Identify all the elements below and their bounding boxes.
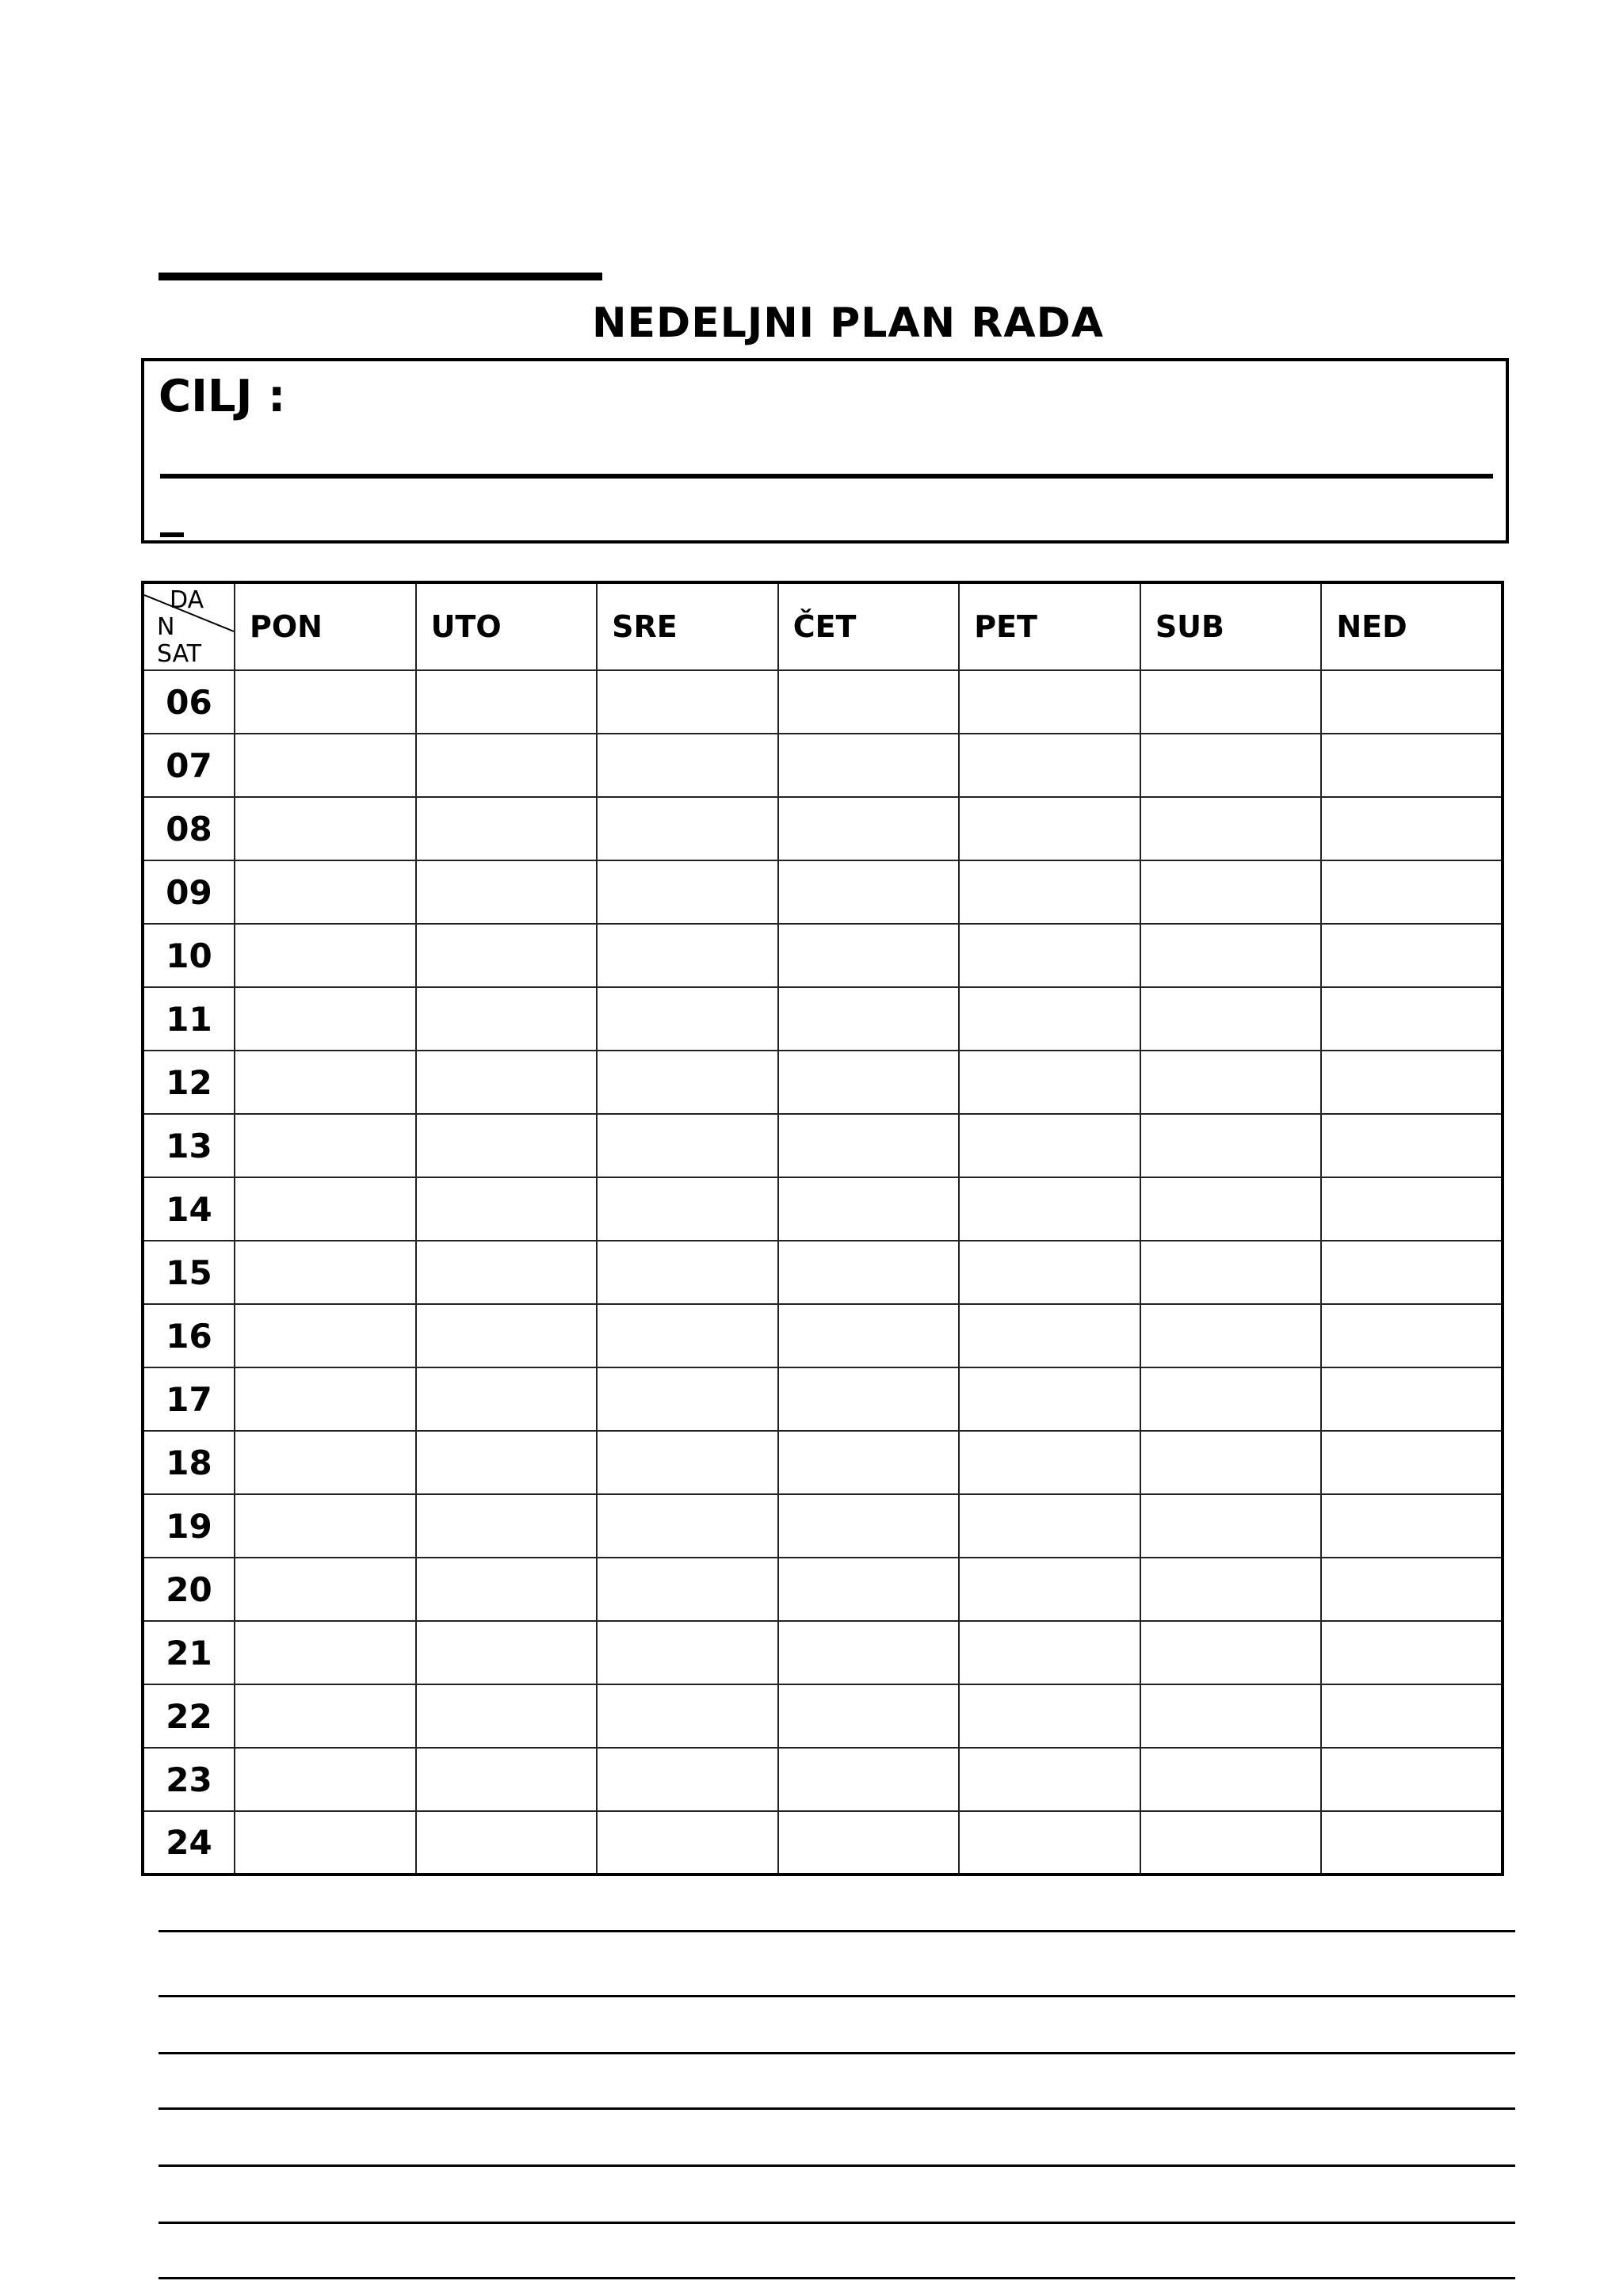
plan-cell[interactable]: [1140, 1367, 1322, 1431]
plan-cell[interactable]: [959, 1114, 1140, 1177]
plan-cell[interactable]: [416, 1748, 598, 1811]
plan-cell[interactable]: [1321, 1621, 1503, 1684]
note-line[interactable]: [158, 2107, 1515, 2110]
table-row: [143, 1114, 1503, 1177]
corner-label-day-end: N: [157, 613, 175, 641]
table-row: [143, 1367, 1503, 1431]
plan-cell[interactable]: [778, 1684, 960, 1748]
name-blank-line: [158, 273, 602, 280]
corner-label-hour: SAT: [157, 640, 202, 668]
day-header-4: PET: [959, 582, 1140, 670]
table-row: [143, 1051, 1503, 1114]
plan-cell[interactable]: [597, 797, 778, 860]
plan-cell[interactable]: [1321, 1241, 1503, 1304]
plan-cell[interactable]: [1140, 1177, 1322, 1241]
plan-cell[interactable]: [235, 1621, 416, 1684]
table-row: [143, 670, 1503, 734]
plan-cell[interactable]: [235, 1811, 416, 1875]
table-row: [143, 860, 1503, 924]
plan-cell[interactable]: [597, 1114, 778, 1177]
plan-cell[interactable]: [597, 1051, 778, 1114]
plan-cell[interactable]: [778, 734, 960, 797]
plan-cell[interactable]: [778, 1431, 960, 1494]
plan-cell[interactable]: [1321, 1748, 1503, 1811]
plan-cell[interactable]: [235, 987, 416, 1051]
plan-cell[interactable]: [416, 1367, 598, 1431]
table-row: [143, 1177, 1503, 1241]
table-row: [143, 1431, 1503, 1494]
plan-cell[interactable]: [416, 1621, 598, 1684]
plan-cell[interactable]: [1321, 1684, 1503, 1748]
plan-cell[interactable]: [597, 924, 778, 987]
day-header-6: NED: [1321, 582, 1503, 670]
plan-cell[interactable]: [959, 987, 1140, 1051]
plan-cell[interactable]: [1140, 1114, 1322, 1177]
plan-cell[interactable]: [416, 1177, 598, 1241]
hour-label: 22: [143, 1684, 235, 1748]
plan-cell[interactable]: [1140, 797, 1322, 860]
plan-cell[interactable]: [778, 1558, 960, 1621]
plan-cell[interactable]: [778, 670, 960, 734]
hour-label: 18: [143, 1431, 235, 1494]
plan-cell[interactable]: [778, 1241, 960, 1304]
plan-cell[interactable]: [959, 1621, 1140, 1684]
corner-label-day: DA: [170, 586, 204, 614]
plan-cell[interactable]: [597, 860, 778, 924]
plan-cell[interactable]: [235, 924, 416, 987]
plan-cell[interactable]: [235, 1051, 416, 1114]
plan-cell[interactable]: [1321, 1811, 1503, 1875]
plan-cell[interactable]: [235, 1304, 416, 1367]
plan-cell[interactable]: [597, 1494, 778, 1558]
plan-cell[interactable]: [597, 1811, 778, 1875]
plan-cell[interactable]: [597, 1621, 778, 1684]
hour-label: 13: [143, 1114, 235, 1177]
plan-cell[interactable]: [778, 1304, 960, 1367]
corner-cell: [143, 582, 235, 670]
plan-cell[interactable]: [235, 860, 416, 924]
plan-cell[interactable]: [597, 1748, 778, 1811]
plan-cell[interactable]: [1321, 1051, 1503, 1114]
plan-cell[interactable]: [778, 924, 960, 987]
table-row: [143, 797, 1503, 860]
table-row: [143, 987, 1503, 1051]
plan-cell[interactable]: [416, 797, 598, 860]
plan-cell[interactable]: [1140, 1558, 1322, 1621]
day-header-1: UTO: [416, 582, 598, 670]
plan-cell[interactable]: [959, 1431, 1140, 1494]
plan-cell[interactable]: [235, 1114, 416, 1177]
plan-cell[interactable]: [597, 1431, 778, 1494]
plan-cell[interactable]: [959, 734, 1140, 797]
plan-cell[interactable]: [1321, 1431, 1503, 1494]
table-row: [143, 1621, 1503, 1684]
plan-cell[interactable]: [597, 1684, 778, 1748]
plan-cell[interactable]: [959, 1494, 1140, 1558]
plan-cell[interactable]: [416, 1811, 598, 1875]
plan-cell[interactable]: [597, 1304, 778, 1367]
plan-cell[interactable]: [416, 1241, 598, 1304]
plan-cell[interactable]: [959, 1811, 1140, 1875]
plan-cell[interactable]: [778, 797, 960, 860]
plan-cell[interactable]: [1321, 670, 1503, 734]
plan-cell[interactable]: [235, 670, 416, 734]
plan-cell[interactable]: [1321, 1114, 1503, 1177]
note-line[interactable]: [158, 1995, 1515, 1997]
hour-label: 16: [143, 1304, 235, 1367]
goal-box: [141, 358, 1509, 543]
header-row: [143, 582, 1503, 670]
plan-cell[interactable]: [1321, 1494, 1503, 1558]
hour-label: 06: [143, 670, 235, 734]
table-row: [143, 1811, 1503, 1875]
table-row: [143, 1241, 1503, 1304]
plan-cell[interactable]: [235, 1684, 416, 1748]
plan-cell[interactable]: [416, 1304, 598, 1367]
plan-cell[interactable]: [1321, 987, 1503, 1051]
day-header-0: PON: [235, 582, 416, 670]
plan-cell[interactable]: [778, 1811, 960, 1875]
goal-label: CILJ :: [158, 371, 286, 422]
plan-cell[interactable]: [959, 1748, 1140, 1811]
plan-cell[interactable]: [416, 1494, 598, 1558]
plan-cell[interactable]: [959, 1558, 1140, 1621]
plan-cell[interactable]: [235, 1431, 416, 1494]
hour-label: 08: [143, 797, 235, 860]
plan-cell[interactable]: [1140, 1494, 1322, 1558]
plan-cell[interactable]: [778, 1748, 960, 1811]
plan-cell[interactable]: [416, 987, 598, 1051]
plan-cell[interactable]: [1321, 797, 1503, 860]
goal-write-line[interactable]: [160, 474, 1493, 479]
plan-cell[interactable]: [1140, 924, 1322, 987]
plan-cell[interactable]: [235, 1367, 416, 1431]
weekly-plan-table: [141, 581, 1504, 1876]
table-row: [143, 1684, 1503, 1748]
plan-cell[interactable]: [416, 1431, 598, 1494]
plan-cell[interactable]: [1140, 860, 1322, 924]
plan-cell[interactable]: [1140, 1241, 1322, 1304]
hour-label: 19: [143, 1494, 235, 1558]
hour-label: 07: [143, 734, 235, 797]
plan-cell[interactable]: [416, 1684, 598, 1748]
plan-cell[interactable]: [1140, 1748, 1322, 1811]
plan-cell[interactable]: [1321, 1558, 1503, 1621]
plan-cell[interactable]: [1140, 1051, 1322, 1114]
plan-cell[interactable]: [778, 1177, 960, 1241]
plan-cell[interactable]: [597, 1177, 778, 1241]
plan-cell[interactable]: [1321, 1367, 1503, 1431]
plan-cell[interactable]: [1140, 734, 1322, 797]
plan-cell[interactable]: [1140, 987, 1322, 1051]
day-header-5: SUB: [1140, 582, 1322, 670]
plan-cell[interactable]: [1321, 924, 1503, 987]
table-row: [143, 924, 1503, 987]
plan-cell[interactable]: [235, 1177, 416, 1241]
plan-cell[interactable]: [959, 1177, 1140, 1241]
plan-cell[interactable]: [235, 734, 416, 797]
plan-cell[interactable]: [778, 987, 960, 1051]
plan-cell[interactable]: [1140, 1431, 1322, 1494]
plan-cell[interactable]: [416, 860, 598, 924]
plan-cell[interactable]: [597, 1558, 778, 1621]
plan-cell[interactable]: [1140, 1621, 1322, 1684]
day-header-2: SRE: [597, 582, 778, 670]
plan-cell[interactable]: [1140, 1811, 1322, 1875]
hour-label: 12: [143, 1051, 235, 1114]
hour-label: 20: [143, 1558, 235, 1621]
hour-label: 21: [143, 1621, 235, 1684]
plan-cell[interactable]: [1140, 1304, 1322, 1367]
hour-label: 11: [143, 987, 235, 1051]
plan-cell[interactable]: [778, 1621, 960, 1684]
hour-label: 24: [143, 1811, 235, 1875]
plan-cell[interactable]: [959, 797, 1140, 860]
plan-cell[interactable]: [778, 1494, 960, 1558]
note-line[interactable]: [158, 1930, 1515, 1932]
plan-cell[interactable]: [597, 670, 778, 734]
plan-body: [143, 670, 1503, 1875]
table-row: [143, 734, 1503, 797]
plan-cell[interactable]: [416, 924, 598, 987]
plan-cell[interactable]: [959, 860, 1140, 924]
plan-cell[interactable]: [416, 734, 598, 797]
plan-cell[interactable]: [959, 1051, 1140, 1114]
plan-cell[interactable]: [1140, 1684, 1322, 1748]
plan-cell[interactable]: [959, 1241, 1140, 1304]
plan-cell[interactable]: [1140, 670, 1322, 734]
plan-cell[interactable]: [416, 1558, 598, 1621]
plan-cell[interactable]: [959, 670, 1140, 734]
plan-cell[interactable]: [597, 734, 778, 797]
plan-cell[interactable]: [778, 860, 960, 924]
note-line[interactable]: [158, 2052, 1515, 2054]
plan-cell[interactable]: [597, 987, 778, 1051]
plan-cell[interactable]: [1321, 1177, 1503, 1241]
plan-cell[interactable]: [416, 1051, 598, 1114]
plan-cell[interactable]: [959, 924, 1140, 987]
plan-cell[interactable]: [235, 1241, 416, 1304]
table-row: [143, 1494, 1503, 1558]
plan-cell[interactable]: [235, 1558, 416, 1621]
hour-label: 14: [143, 1177, 235, 1241]
plan-cell[interactable]: [959, 1367, 1140, 1431]
plan-cell[interactable]: [959, 1684, 1140, 1748]
hour-label: 15: [143, 1241, 235, 1304]
table-row: [143, 1558, 1503, 1621]
day-header-3: ČET: [778, 582, 960, 670]
note-line[interactable]: [158, 2277, 1515, 2279]
hour-label: 17: [143, 1367, 235, 1431]
plan-cell[interactable]: [235, 797, 416, 860]
table-row: [143, 1304, 1503, 1367]
plan-cell[interactable]: [416, 1114, 598, 1177]
plan-cell[interactable]: [416, 670, 598, 734]
plan-cell[interactable]: [597, 1367, 778, 1431]
plan-cell[interactable]: [1321, 1304, 1503, 1367]
plan-cell[interactable]: [1321, 860, 1503, 924]
plan-cell[interactable]: [778, 1367, 960, 1431]
plan-cell[interactable]: [778, 1114, 960, 1177]
hour-label: 09: [143, 860, 235, 924]
plan-cell[interactable]: [235, 1494, 416, 1558]
hour-label: 10: [143, 924, 235, 987]
page-title: NEDELJNI PLAN RADA: [592, 299, 1104, 347]
hour-label: 23: [143, 1748, 235, 1811]
goal-write-line-continuation: [160, 532, 184, 537]
plan-cell[interactable]: [1321, 734, 1503, 797]
plan-cell[interactable]: [597, 1241, 778, 1304]
table-row: [143, 1748, 1503, 1811]
note-line[interactable]: [158, 2222, 1515, 2224]
plan-cell[interactable]: [235, 1748, 416, 1811]
plan-cell[interactable]: [959, 1304, 1140, 1367]
plan-cell[interactable]: [778, 1051, 960, 1114]
note-line[interactable]: [158, 2164, 1515, 2167]
